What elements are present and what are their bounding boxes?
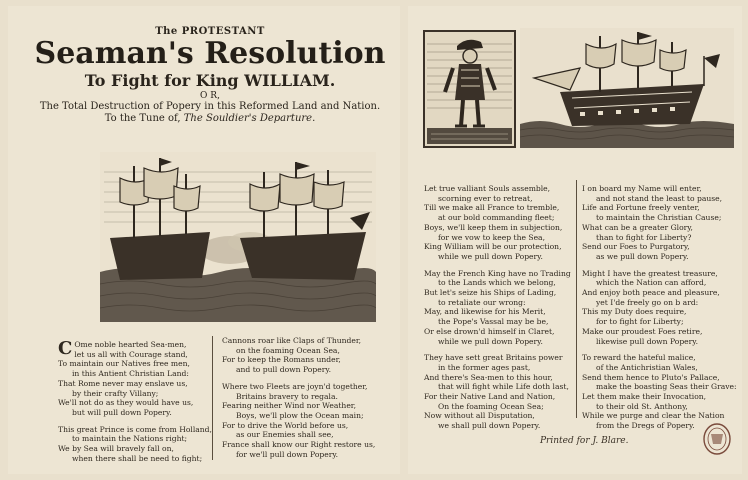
verse-line: Ome noble hearted Sea-men, [74,340,187,349]
verse-line: while we pull down Popery. [438,336,543,346]
verse-line: as our Enemies shall see, [236,430,334,440]
column-divider-left [212,336,213,460]
verse-line: at our bold commanding fleet; [438,213,555,223]
verse-line: Till we make all France to tremble, [424,203,560,213]
verse-line: To maintain our Natives free men, [58,359,190,369]
verse-line: by their crafty Villany; [72,388,159,398]
verse-line: What can be a greater Glory, [582,222,693,232]
verse-line: To reward the hateful malice, [582,353,696,363]
verse-line: when there shall be need to fight; [72,453,203,463]
verse-stanza [424,269,574,347]
verse-column-3 [424,184,574,438]
verse-line: of the Antichristian Wales, [596,362,698,372]
verse-line: for we'll pull down Popery. [236,449,339,459]
title-destruction: The Total Destruction of Popery in this Reformed Land and Nation. [39,101,381,112]
title-or: O R, [200,91,220,101]
title-subline: To Fight for King WILLIAM. [84,71,336,90]
verse-line: likewise pull down Popery. [596,336,698,346]
verse-line: from the Dregs of Popery. [596,421,695,431]
verse-line: King William will be our protection, [424,242,562,252]
verse-line: for to fight for Liberty; [596,317,684,327]
verse-line: which the Nation can afford, [596,278,707,288]
verse-stanza [424,184,574,262]
verse-line: but will pull down Popery. [72,407,172,417]
verse-line: And enjoy both peace and pleasure, [582,288,720,298]
verse-line: This my Duty does require, [582,307,687,317]
verse-line: Send our Foes to Purgatory, [582,242,690,252]
woodcut-ship-single [520,28,734,148]
verse-line: to their old St. Anthony, [596,401,688,411]
verse-line: to maintain the Nations right; [72,434,188,444]
verse-line: Boys, we'll keep them in subjection, [424,222,563,232]
verse-line: Boys, we'll plow the Ocean main; [236,410,364,420]
verse-line: to the Lands which we belong, [438,278,556,288]
verse-line: Where two Fleets are joyn'd together, [222,381,368,391]
verse-line: yet I'de freely go on b ard: [596,297,699,307]
verse-line: Now without all Disputation, [424,411,535,421]
verse-line: to retaliate our wrong: [438,297,526,307]
verse-line: And there's Sea-men to this hour, [424,372,553,382]
verse-line: than to fight for Liberty? [596,232,692,242]
verse-line: May, and likewise for his Merit, [424,307,546,317]
tune-prefix: To the Tune of, [104,113,181,124]
verse-line: Send them hence to Pluto's Pallace, [582,372,720,382]
column-divider-right [576,180,577,418]
woodcut-figure [423,30,516,148]
verse-line: in this Antient Christian Land: [72,369,189,379]
verse-stanza [58,340,208,418]
verse-line: to maintain the Christian Cause; [596,213,722,223]
title-kicker: The PROTESTANT [155,26,265,37]
verse-line: that will fight while Life doth last, [438,382,569,392]
verse-column-1 [58,338,212,470]
verse-line: We by Sea will bravely fall on, [58,444,174,454]
verse-line: That Rome never may enslave us, [58,378,188,388]
verse-line: Britains bravery to regala. [236,391,338,401]
verse-line: This great Prince is come from Holland, [58,424,212,434]
verse-line: While we purge and clear the Nation [582,411,725,421]
verse-line: They have sett great Britains power [424,353,563,363]
verse-line: and not stand the least to pause, [596,193,723,203]
verse-line: Fearing neither Wind nor Weather, [222,401,357,411]
verse-line: the Pope's Vassal may be be, [438,317,549,327]
verse-line: Let true valliant Souls assemble, [424,184,551,193]
drop-cap: C [58,338,73,359]
verse-column-2 [222,336,382,466]
verse-line: France shall know our Right restore us, [222,440,376,450]
verse-line: as we pull down Popery. [596,251,689,261]
tune-line [0,113,420,125]
verse-line: On the foaming Ocean Sea; [438,401,544,411]
verse-line: we shall pull down Popery. [438,421,541,431]
verse-line: We'll not do as they would have us, [58,398,194,408]
library-stamp-icon [702,422,732,456]
woodcut-ships-battle [100,152,376,322]
verse-line: But let's seize his Ships of Lading, [424,288,557,298]
tune-name: The Souldier's Departure. [183,113,316,124]
verse-line: I on board my Name will enter, [582,184,702,193]
verse-line: while we pull down Popery. [438,251,543,261]
verse-line: Cannons roar like Claps of Thunder, [222,336,362,345]
verse-line: For to drive the World before us, [222,420,349,430]
verse-stanza [222,382,382,460]
verse-line: For to keep the Romans under, [222,355,341,365]
verse-line: Life and Fortune freely venter, [582,203,700,213]
verse-line: on the foaming Ocean Sea, [236,345,340,355]
verse-stanza [582,269,738,347]
verse-line: Make our proudest Foes retire, [582,326,703,336]
verse-line: For their Native Land and Nation, [424,392,556,402]
verse-line: for we vow to keep the Sea, [438,232,545,242]
verse-line: May the French King have no Trading [424,268,571,278]
verse-line: let us all with Courage stand, [74,349,188,359]
verse-line: Might I have the greatest treasure, [582,268,718,278]
verse-stanza [222,336,382,375]
verse-column-4 [582,184,738,438]
page-title: Seaman's Resolution [34,36,386,71]
printer-credit: Printed for J. Blare. [540,436,629,446]
verse-line: scorning ever to retreat, [438,193,533,203]
verse-line: in the former ages past, [438,362,531,372]
verse-stanza [424,353,574,431]
verse-stanza [582,184,738,262]
verse-line: and to pull down Popery. [236,365,332,375]
verse-line: Let them make their Invocation, [582,392,707,402]
verse-stanza [582,353,738,431]
verse-stanza [58,424,212,464]
verse-line: Or else drown'd himself in Claret, [424,326,555,336]
title-block [0,26,420,125]
verse-line: make the boasting Seas their Grave: [596,382,737,392]
